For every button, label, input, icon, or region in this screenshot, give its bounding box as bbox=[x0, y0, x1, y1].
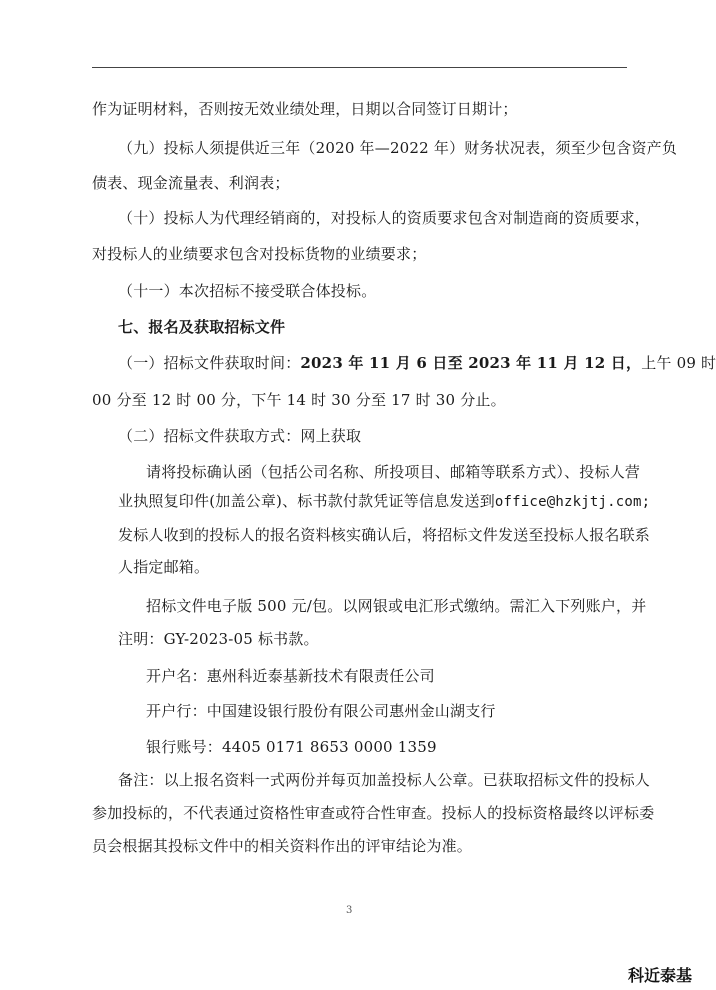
header-rule bbox=[92, 67, 627, 68]
bank-name: 开户行：中国建设银行股份有限公司惠州金山湖支行 bbox=[146, 702, 496, 720]
email-address: office@hzkjtj.com; bbox=[494, 494, 651, 510]
text-line: 注明：GY-2023-05 标书款。 bbox=[118, 630, 319, 648]
text-segment: 业执照复印件(加盖公章)、标书款付款凭证等信息发送到 bbox=[118, 492, 495, 510]
text-line: 备注：以上报名资料一式两份并每页加盖投标人公章。已获取招标文件的投标人 bbox=[118, 771, 651, 789]
text-line: （九）投标人须提供近三年（2020 年—2022 年）财务状况表，须至少包含资产负 bbox=[118, 139, 678, 157]
date-range-bold: 2023 年 11 月 6 日至 2023 年 11 月 12 日， bbox=[300, 354, 642, 372]
text-line: 人指定邮箱。 bbox=[118, 558, 210, 576]
text-line: 招标文件电子版 500 元/包。以网银或电汇形式缴纳。需汇入下列账户，并 bbox=[146, 597, 647, 615]
text-line: 对投标人的业绩要求包含对投标货物的业绩要求； bbox=[92, 245, 427, 263]
text-line: 参加投标的，不代表通过资格性审查或符合性审查。投标人的投标资格最终以评标委 bbox=[92, 804, 655, 822]
text-line: （二）招标文件获取方式：网上获取 bbox=[118, 427, 362, 445]
section-heading: 七、报名及获取招标文件 bbox=[118, 318, 286, 336]
text-line: 请将投标确认函（包括公司名称、所投项目、邮箱等联系方式）、投标人营 bbox=[146, 463, 641, 481]
text-segment: 上午 09 时 bbox=[641, 354, 716, 372]
watermark: 科近泰基 bbox=[627, 966, 692, 985]
text-line bbox=[118, 352, 716, 374]
text-segment: （一）招标文件获取时间： bbox=[118, 354, 301, 372]
text-line: 00 分至 12 时 00 分，下午 14 时 30 分至 17 时 30 分止。 bbox=[92, 391, 506, 409]
account-number: 银行账号：4405 0171 8653 0000 1359 bbox=[146, 738, 437, 756]
text-line: （十一）本次招标不接受联合体投标。 bbox=[118, 282, 377, 300]
page-number: 3 bbox=[346, 905, 353, 916]
text-line: 发标人收到的投标人的报名资料核实确认后，将招标文件发送至投标人报名联系 bbox=[118, 526, 651, 544]
text-line bbox=[118, 490, 650, 513]
account-name: 开户名：惠州科近泰基新技术有限责任公司 bbox=[146, 667, 435, 685]
text-line: 员会根据其投标文件中的相关资料作出的评审结论为准。 bbox=[92, 837, 473, 855]
text-line: 债表、现金流量表、利润表； bbox=[92, 174, 290, 192]
text-line: （十）投标人为代理经销商的，对投标人的资质要求包含对制造商的资质要求， bbox=[118, 209, 651, 227]
text-line: 作为证明材料，否则按无效业绩处理，日期以合同签订日期计； bbox=[92, 100, 518, 118]
